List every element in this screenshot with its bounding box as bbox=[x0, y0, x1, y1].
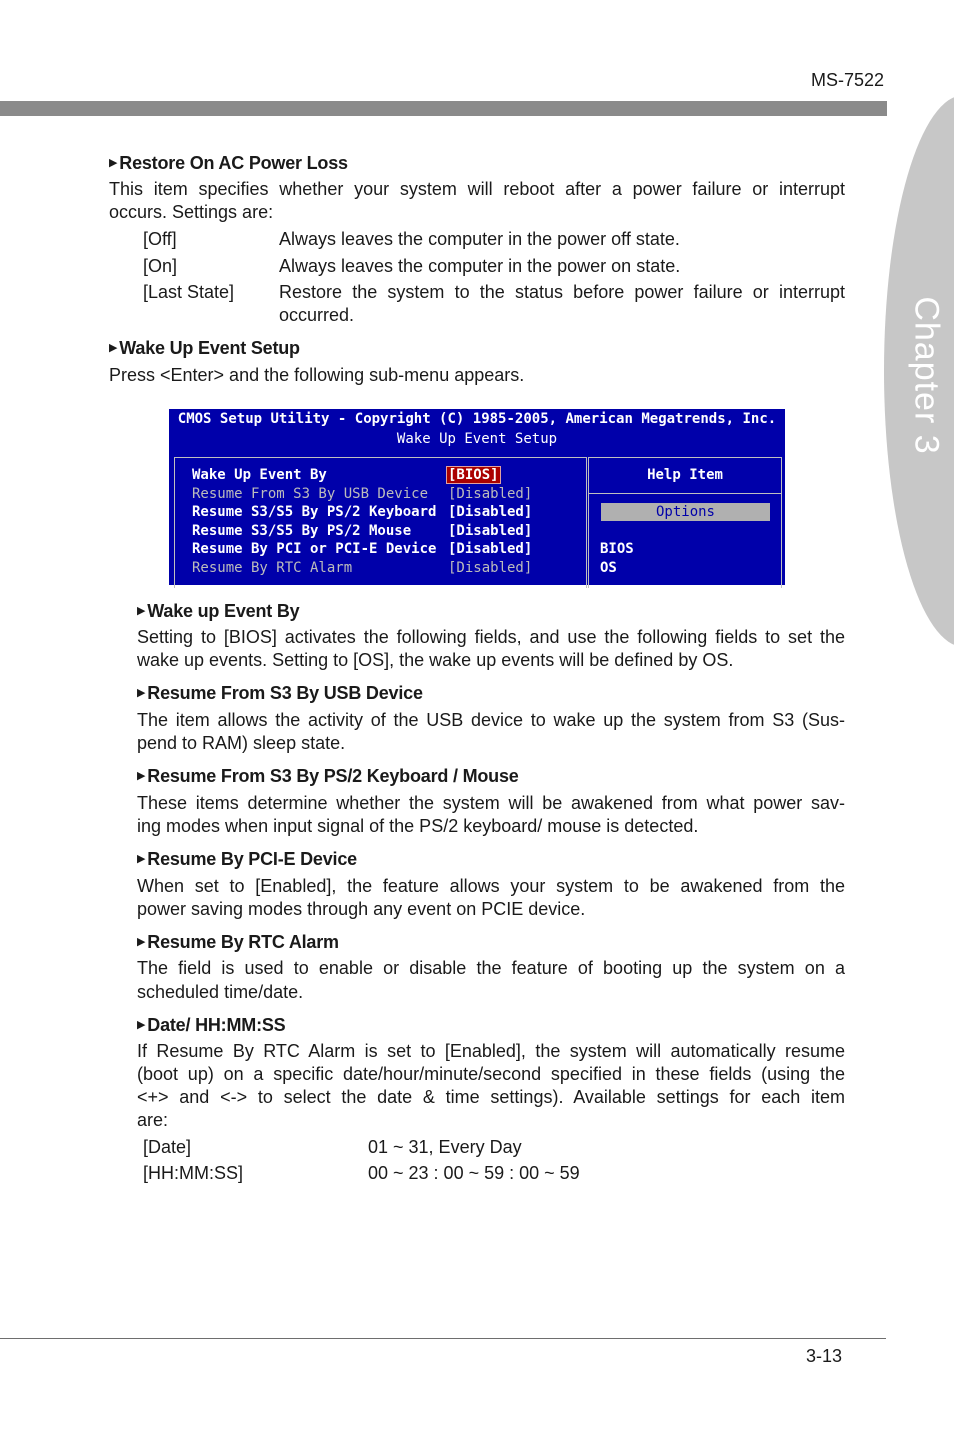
bios-item-value-selected[interactable]: [BIOS] bbox=[448, 467, 499, 483]
bullet-triangle-icon: ▶ bbox=[109, 342, 118, 354]
bios-help-divider bbox=[588, 493, 782, 494]
heading-text: Resume By PCI-E Device bbox=[147, 849, 357, 869]
option-key: [On] bbox=[143, 256, 178, 276]
option-desc: Restore the system to the status before power failure or interrupt bbox=[279, 282, 845, 302]
bios-help-title: Help Item bbox=[647, 467, 723, 483]
paragraph-line: Press <Enter> and the following sub-menu appears. bbox=[109, 365, 525, 385]
paragraph-line: power saving modes through any event on PCIE device. bbox=[137, 899, 586, 919]
option-key: [Last State] bbox=[143, 282, 235, 302]
bios-item-value[interactable]: [Disabled] bbox=[448, 504, 533, 520]
header-bar bbox=[0, 101, 887, 116]
bullet-triangle-icon: ▶ bbox=[137, 1019, 146, 1031]
paragraph-line: This item specifies whether your system will reboot after a power failure or interrupt bbox=[109, 179, 845, 199]
page-number: 3-13 bbox=[806, 1346, 843, 1366]
bios-item-label: Resume By RTC Alarm bbox=[192, 560, 353, 576]
bullet-triangle-icon: ▶ bbox=[137, 853, 146, 865]
heading-text: Resume From S3 By USB Device bbox=[147, 683, 423, 703]
model-number: MS-7522 bbox=[810, 70, 884, 90]
bullet-triangle-icon: ▶ bbox=[137, 936, 146, 948]
bios-subtitle: Wake Up Event Setup bbox=[169, 429, 785, 449]
option-desc-cont: occurred. bbox=[279, 305, 355, 325]
bios-option[interactable]: OS bbox=[600, 560, 617, 576]
heading-text: Resume By RTC Alarm bbox=[147, 932, 339, 952]
bios-item-value[interactable]: [Disabled] bbox=[448, 523, 533, 539]
bullet-triangle-icon: ▶ bbox=[137, 605, 146, 617]
option-desc: Always leaves the computer in the power on state. bbox=[279, 256, 681, 276]
paragraph-line: Setting to [BIOS] activates the following fields, and use the following fields to set the bbox=[137, 627, 845, 647]
bios-item-value: [Disabled] bbox=[448, 560, 533, 576]
bullet-triangle-icon: ▶ bbox=[137, 687, 146, 699]
paragraph-line: When set to [Enabled], the feature allows your system to be awakened from the bbox=[137, 876, 845, 896]
section-heading bbox=[137, 601, 299, 622]
section-heading bbox=[137, 849, 357, 870]
heading-text: Wake Up Event Setup bbox=[119, 338, 300, 358]
bios-item-value[interactable]: [Disabled] bbox=[448, 541, 533, 557]
paragraph-line: scheduled time/date. bbox=[137, 982, 304, 1002]
paragraph-line: If Resume By RTC Alarm is set to [Enabled], the system will automatically resume bbox=[137, 1041, 845, 1061]
paragraph-line: occurs. Settings are: bbox=[109, 202, 274, 222]
section-heading bbox=[137, 766, 519, 787]
heading-text: Wake up Event By bbox=[147, 601, 300, 621]
section-heading bbox=[137, 683, 423, 704]
heading-text: Resume From S3 By PS/2 Keyboard / Mouse bbox=[147, 766, 519, 786]
paragraph-line: The item allows the activity of the USB device to wake up the system from S3 (Sus- bbox=[137, 710, 845, 730]
paragraph-line: are: bbox=[137, 1110, 169, 1130]
bios-title: CMOS Setup Utility - Copyright (C) 1985-2005, American Megatrends, Inc. bbox=[169, 409, 785, 429]
bios-item-label[interactable]: Wake Up Event By bbox=[192, 467, 327, 483]
bios-item-label[interactable]: Resume S3/S5 By PS/2 Mouse bbox=[192, 523, 412, 539]
section-heading bbox=[109, 153, 348, 174]
option-key: [Off] bbox=[143, 229, 177, 249]
bios-options-label: Options bbox=[601, 503, 770, 521]
section-heading bbox=[109, 338, 300, 359]
bios-option[interactable]: BIOS bbox=[600, 541, 634, 557]
bios-item-label[interactable]: Resume By PCI or PCI-E Device bbox=[192, 541, 437, 557]
bullet-triangle-icon: ▶ bbox=[137, 770, 146, 782]
heading-text: Date/ HH:MM:SS bbox=[147, 1015, 286, 1035]
paragraph-line: pend to RAM) sleep state. bbox=[137, 733, 346, 753]
setting-value: 00 ~ 23 : 00 ~ 59 : 00 ~ 59 bbox=[368, 1163, 580, 1183]
bios-item-value: [Disabled] bbox=[448, 486, 533, 502]
paragraph-line: ing modes when input signal of the PS/2 keyboard/ mouse is detected. bbox=[137, 816, 699, 836]
setting-key: [HH:MM:SS] bbox=[143, 1163, 244, 1183]
section-heading bbox=[137, 932, 339, 953]
setting-key: [Date] bbox=[143, 1137, 192, 1157]
paragraph-line: The field is used to enable or disable the feature of booting up the system on a bbox=[137, 958, 845, 978]
heading-text: Restore On AC Power Loss bbox=[119, 153, 348, 173]
chapter-label: Chapter 3 bbox=[907, 296, 946, 455]
paragraph-line: These items determine whether the system will be awakened from what power sav- bbox=[137, 793, 845, 813]
setting-value: 01 ~ 31, Every Day bbox=[368, 1137, 522, 1157]
bios-screenshot bbox=[169, 409, 785, 585]
bullet-triangle-icon: ▶ bbox=[109, 157, 118, 169]
paragraph-line: wake up events. Setting to [OS], the wake up events will be defined by OS. bbox=[137, 650, 734, 670]
option-desc: Always leaves the computer in the power off state. bbox=[279, 229, 680, 249]
paragraph-line: <+> and <-> to select the date & time settings). Available settings for each item bbox=[137, 1087, 845, 1107]
bios-item-label: Resume From S3 By USB Device bbox=[192, 486, 429, 502]
paragraph-line: (boot up) on a specific date/hour/minute/second specified in these fields (using the bbox=[137, 1064, 845, 1084]
section-heading bbox=[137, 1015, 285, 1036]
footer-rule bbox=[0, 1338, 886, 1339]
bios-item-label[interactable]: Resume S3/S5 By PS/2 Keyboard bbox=[192, 504, 437, 520]
